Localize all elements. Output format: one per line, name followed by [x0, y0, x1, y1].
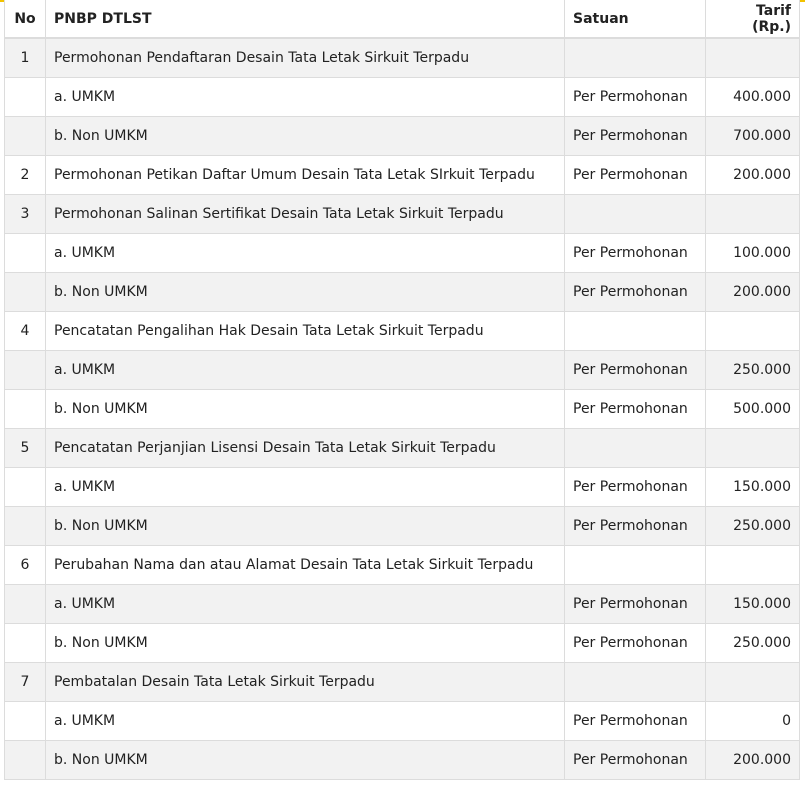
- table-body: [5, 38, 800, 780]
- cell-satuan: [565, 195, 706, 234]
- cell-item: a. UMKM: [46, 351, 565, 390]
- cell-no: [5, 507, 46, 546]
- cell-item: b. Non UMKM: [46, 390, 565, 429]
- table-row: [5, 78, 800, 117]
- cell-satuan: Per Permohonan: [565, 78, 706, 117]
- cell-tarif: 100.000: [706, 234, 800, 273]
- cell-item: Permohonan Salinan Sertifikat Desain Tata Letak Sirkuit Terpadu: [46, 195, 565, 234]
- cell-tarif: 400.000: [706, 78, 800, 117]
- cell-satuan: Per Permohonan: [565, 156, 706, 195]
- cell-no: 1: [5, 38, 46, 78]
- table-row: [5, 156, 800, 195]
- cell-no: [5, 273, 46, 312]
- cell-no: [5, 702, 46, 741]
- cell-no: [5, 624, 46, 663]
- header-satuan: Satuan: [565, 0, 706, 38]
- cell-no: [5, 741, 46, 780]
- cell-satuan: Per Permohonan: [565, 390, 706, 429]
- cell-no: [5, 468, 46, 507]
- cell-item: b. Non UMKM: [46, 741, 565, 780]
- cell-no: [5, 351, 46, 390]
- cell-satuan: [565, 546, 706, 585]
- cell-tarif: 150.000: [706, 468, 800, 507]
- cell-tarif: 0: [706, 702, 800, 741]
- cell-item: a. UMKM: [46, 702, 565, 741]
- cell-tarif: 250.000: [706, 507, 800, 546]
- cell-tarif: [706, 312, 800, 351]
- tariff-table: [4, 0, 800, 780]
- cell-item: Permohonan Petikan Daftar Umum Desain Tata Letak SIrkuit Terpadu: [46, 156, 565, 195]
- table-row: [5, 507, 800, 546]
- cell-satuan: Per Permohonan: [565, 507, 706, 546]
- cell-item: a. UMKM: [46, 234, 565, 273]
- cell-satuan: [565, 663, 706, 702]
- cell-item: b. Non UMKM: [46, 507, 565, 546]
- cell-tarif: 250.000: [706, 351, 800, 390]
- cell-satuan: Per Permohonan: [565, 273, 706, 312]
- cell-tarif: [706, 546, 800, 585]
- table-row: [5, 741, 800, 780]
- cell-item: a. UMKM: [46, 78, 565, 117]
- header-tarif: Tarif (Rp.): [706, 0, 800, 38]
- table-row: [5, 195, 800, 234]
- cell-no: 3: [5, 195, 46, 234]
- table-row: [5, 351, 800, 390]
- cell-satuan: [565, 38, 706, 78]
- cell-tarif: 200.000: [706, 741, 800, 780]
- cell-tarif: 500.000: [706, 390, 800, 429]
- table-row: [5, 546, 800, 585]
- cell-tarif: [706, 38, 800, 78]
- cell-item: Pencatatan Pengalihan Hak Desain Tata Letak Sirkuit Terpadu: [46, 312, 565, 351]
- cell-tarif: 250.000: [706, 624, 800, 663]
- cell-item: Permohonan Pendaftaran Desain Tata Letak Sirkuit Terpadu: [46, 38, 565, 78]
- cell-item: Perubahan Nama dan atau Alamat Desain Tata Letak Sirkuit Terpadu: [46, 546, 565, 585]
- cell-item: Pencatatan Perjanjian Lisensi Desain Tata Letak Sirkuit Terpadu: [46, 429, 565, 468]
- cell-no: [5, 390, 46, 429]
- cell-item: b. Non UMKM: [46, 273, 565, 312]
- table-row: [5, 663, 800, 702]
- cell-tarif: 200.000: [706, 156, 800, 195]
- table-row: [5, 38, 800, 78]
- cell-item: a. UMKM: [46, 468, 565, 507]
- cell-tarif: 700.000: [706, 117, 800, 156]
- cell-no: 5: [5, 429, 46, 468]
- cell-satuan: Per Permohonan: [565, 117, 706, 156]
- cell-satuan: [565, 429, 706, 468]
- cell-satuan: Per Permohonan: [565, 234, 706, 273]
- table-row: [5, 624, 800, 663]
- cell-satuan: Per Permohonan: [565, 741, 706, 780]
- cell-no: [5, 117, 46, 156]
- cell-satuan: [565, 312, 706, 351]
- cell-no: 2: [5, 156, 46, 195]
- table-row: [5, 429, 800, 468]
- table-row: [5, 312, 800, 351]
- table-row: [5, 117, 800, 156]
- table-row: [5, 585, 800, 624]
- cell-satuan: Per Permohonan: [565, 351, 706, 390]
- cell-satuan: Per Permohonan: [565, 468, 706, 507]
- cell-tarif: 150.000: [706, 585, 800, 624]
- table-header: [5, 0, 800, 38]
- cell-no: [5, 234, 46, 273]
- table-row: [5, 468, 800, 507]
- cell-tarif: [706, 429, 800, 468]
- cell-item: a. UMKM: [46, 585, 565, 624]
- table-row: [5, 234, 800, 273]
- header-pnbp-dtlst: PNBP DTLST: [46, 0, 565, 38]
- cell-no: [5, 585, 46, 624]
- header-row: [5, 0, 800, 38]
- cell-item: b. Non UMKM: [46, 624, 565, 663]
- cell-no: 6: [5, 546, 46, 585]
- cell-no: 7: [5, 663, 46, 702]
- cell-satuan: Per Permohonan: [565, 585, 706, 624]
- cell-satuan: Per Permohonan: [565, 624, 706, 663]
- cell-no: 4: [5, 312, 46, 351]
- cell-no: [5, 78, 46, 117]
- cell-tarif: [706, 663, 800, 702]
- table-row: [5, 390, 800, 429]
- cell-tarif: 200.000: [706, 273, 800, 312]
- table-row: [5, 273, 800, 312]
- cell-item: b. Non UMKM: [46, 117, 565, 156]
- header-no: No: [5, 0, 46, 38]
- table-row: [5, 702, 800, 741]
- cell-tarif: [706, 195, 800, 234]
- cell-satuan: Per Permohonan: [565, 702, 706, 741]
- cell-item: Pembatalan Desain Tata Letak Sirkuit Terpadu: [46, 663, 565, 702]
